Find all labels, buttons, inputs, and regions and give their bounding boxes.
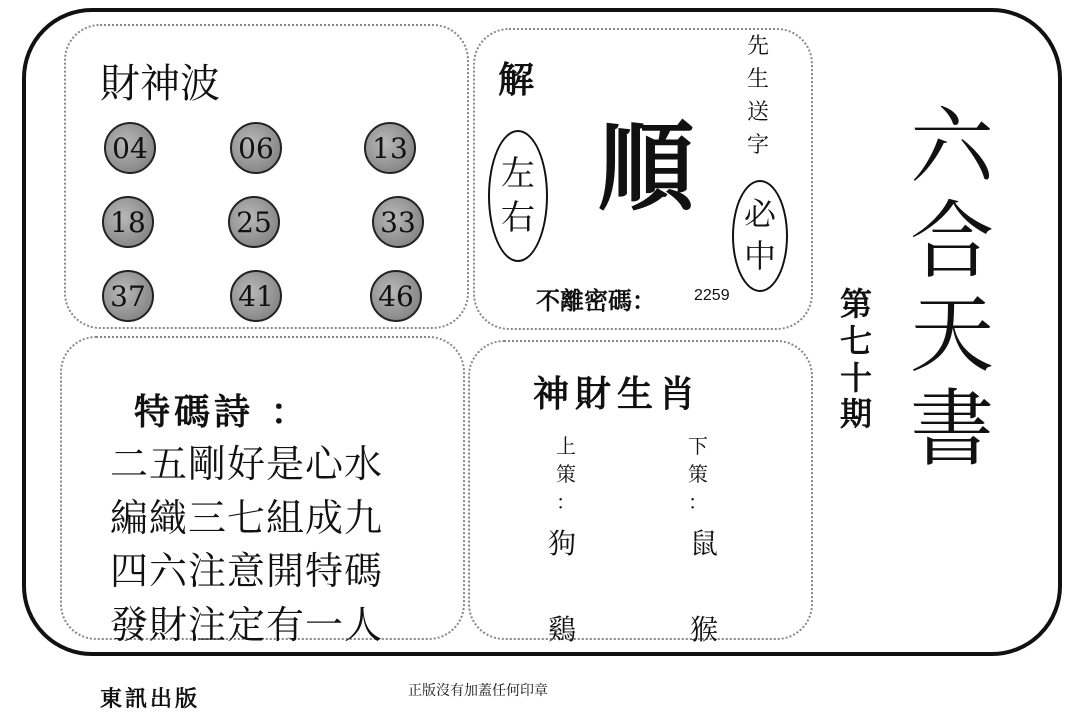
right-char: 右: [501, 198, 535, 238]
lower-animal: 鼠: [690, 527, 719, 560]
number-ball: 06: [230, 122, 282, 174]
upper-animal: 狗: [548, 527, 577, 560]
left-char: 左: [501, 153, 535, 194]
poem-title: 特碼詩 ：: [134, 392, 311, 433]
code-value: 2259: [694, 287, 730, 304]
number-ball: 41: [230, 270, 282, 322]
issue-number: 第 七 十 期: [840, 285, 873, 434]
number-ball: 04: [104, 122, 156, 174]
sure-win-oval: [732, 180, 788, 292]
footer-note: 正版沒有加蓋任何印章: [408, 683, 548, 699]
sure-char-2: 中: [743, 237, 776, 275]
upper-label: 上 策 ：: [556, 434, 576, 514]
book-title: 六 合 天 書: [910, 98, 995, 479]
number-ball: 46: [370, 270, 422, 322]
number-ball: 18: [102, 196, 154, 248]
poem-line: 二五剛好是心水: [110, 442, 384, 486]
left-right-oval: [488, 130, 548, 262]
main-character: 順: [598, 112, 694, 224]
number-ball: 33: [372, 196, 424, 248]
number-ball: 37: [102, 270, 154, 322]
poem-line: 編織三七組成九: [110, 496, 384, 540]
poem-line: 發財注定有一人: [110, 603, 384, 647]
wealth-wave-title: 財神波: [100, 61, 220, 107]
gift-text: 先 生 送 字: [747, 34, 770, 158]
lower-label: 下 策 ：: [688, 434, 708, 514]
poem-line: 四六注意開特碼: [110, 549, 384, 593]
sure-char-1: 必: [743, 195, 776, 234]
number-ball: 13: [364, 122, 416, 174]
code-label: 不離密碼：: [536, 287, 656, 315]
zodiac-title: 神財生肖: [533, 374, 702, 415]
upper-animal: 鷄: [548, 613, 577, 646]
hint-label: 解: [498, 60, 535, 101]
number-ball: 25: [228, 196, 280, 248]
lower-animal: 猴: [690, 613, 719, 646]
publisher-label: 東訊出版: [100, 687, 201, 712]
